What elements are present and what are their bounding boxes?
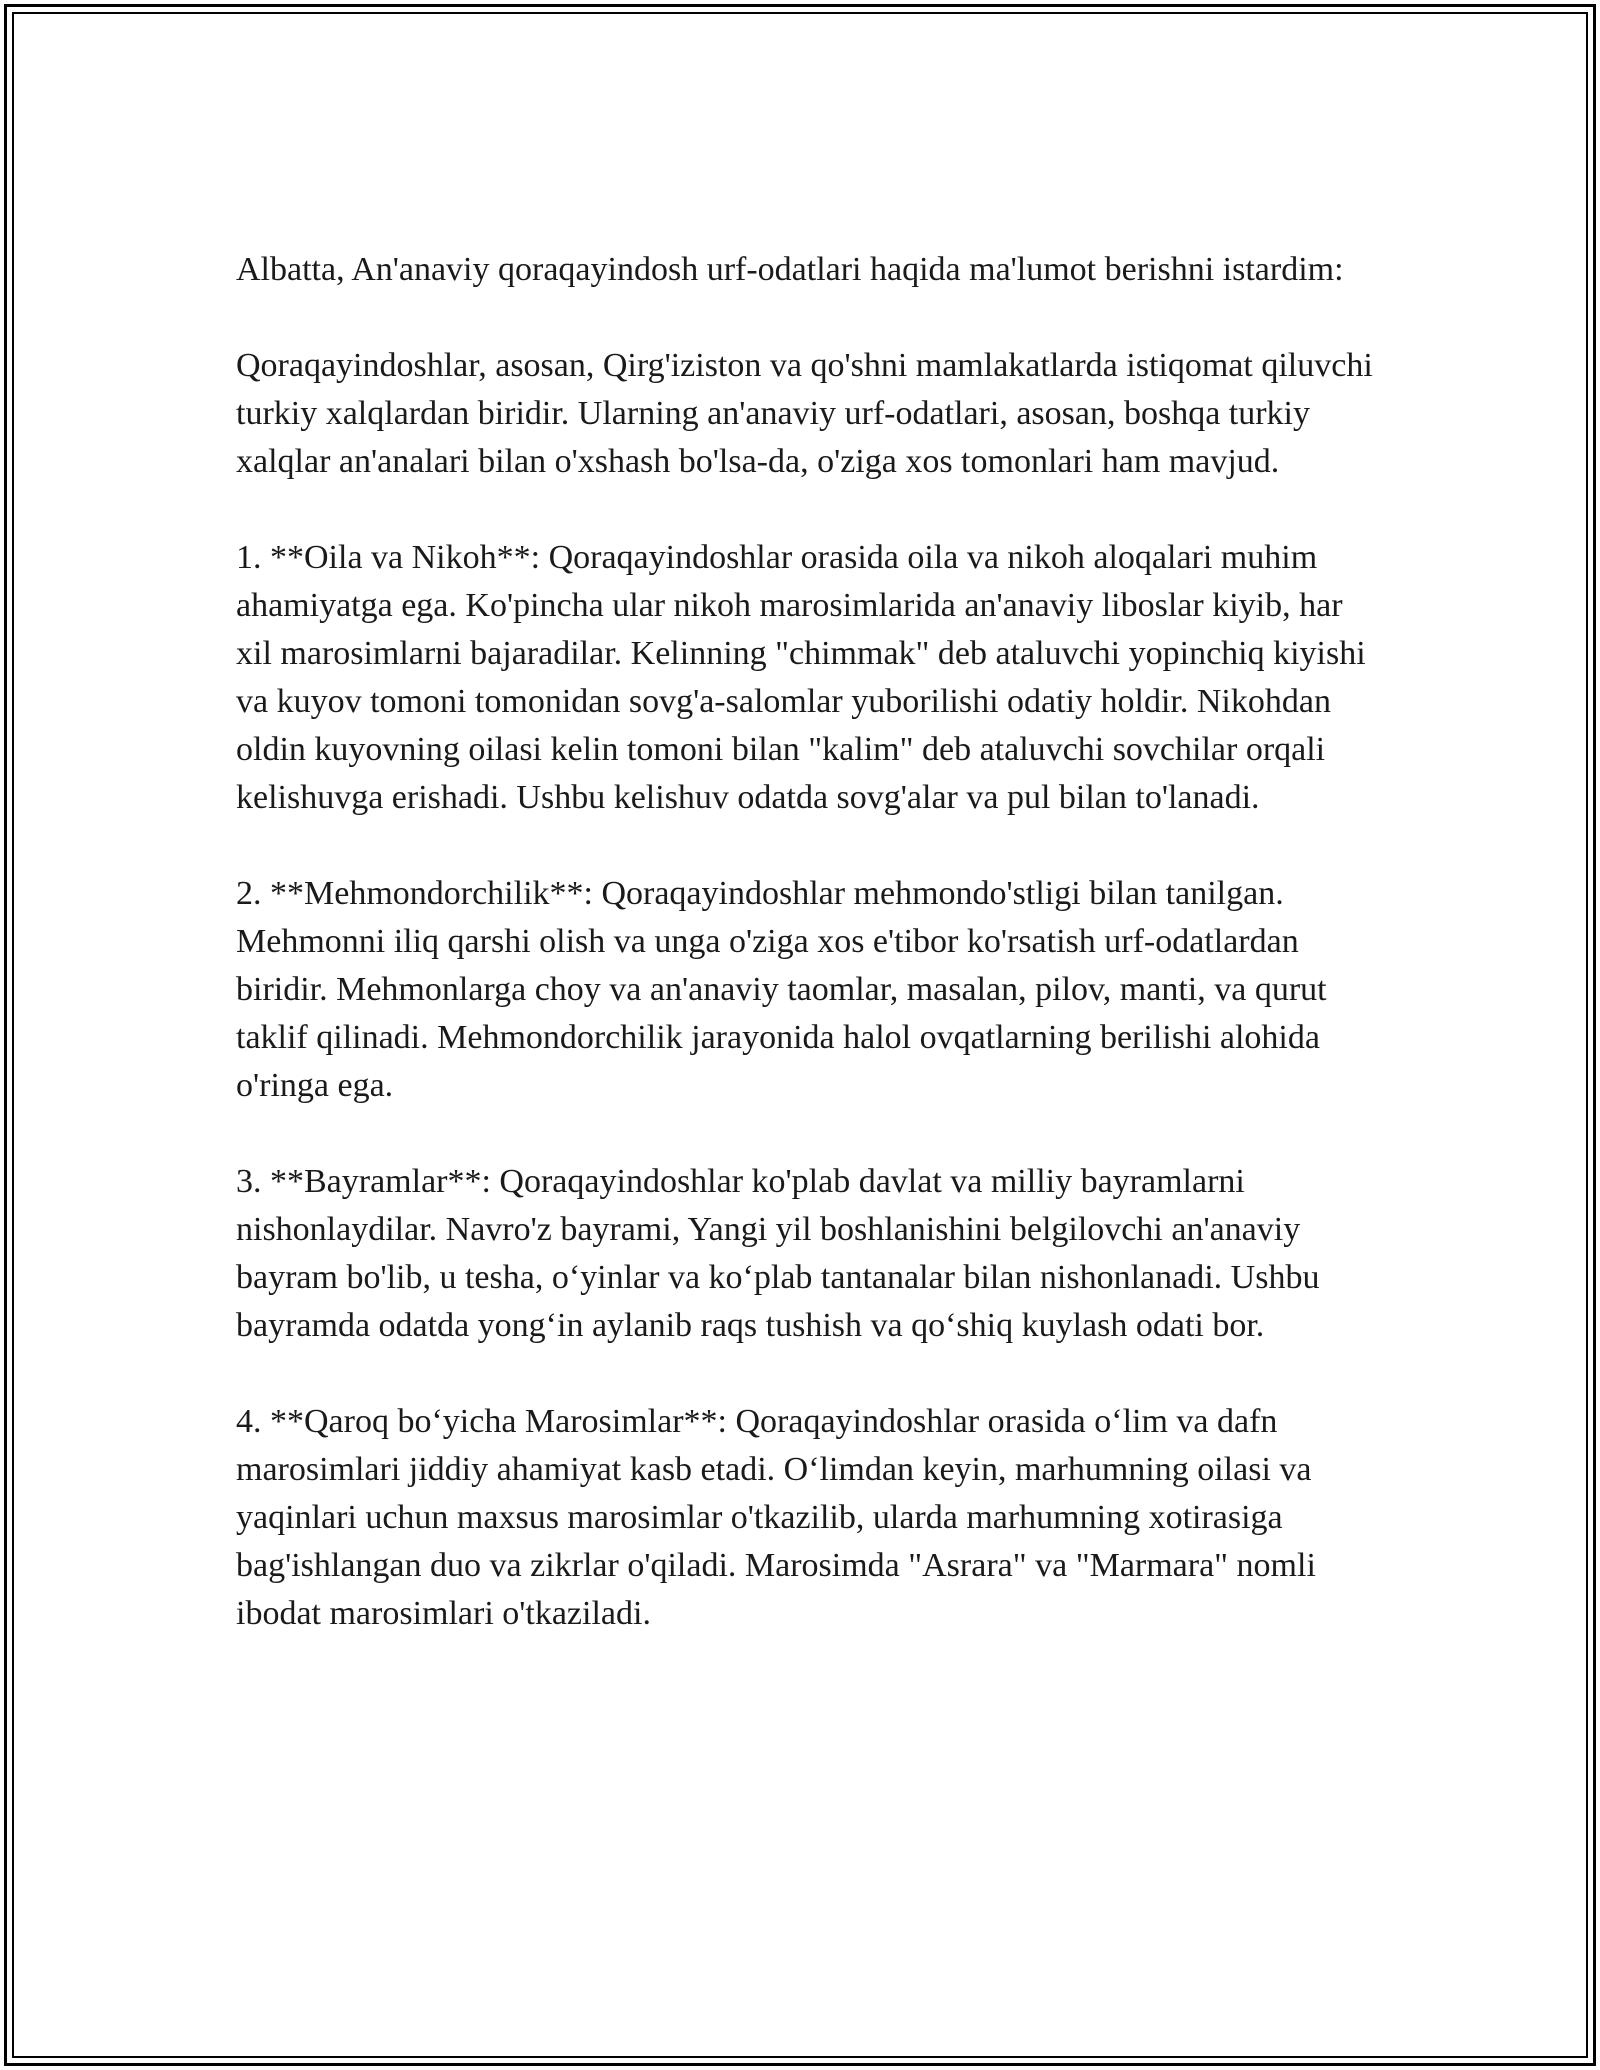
section-ceremonies: 4. **Qaroq bo‘yicha Marosimlar**: Qoraqayindoshlar orasida o‘lim va dafn marosimlari jiddiy ahamiyat kasb etadi. O‘limdan keyin, marhumning oilasi va yaqinlari uchun maxsus marosimlar o'tkazilib, ularda marhumning xotirasiga bag'ishlangan duo va zikrlar o'qiladi. Marosimda "Asrara" va "Marmara" nomli ibodat marosimlari o'tkaziladi.	[236, 1403, 1316, 1632]
document-body	[236, 246, 1386, 1638]
section-family-marriage: 1. **Oila va Nikoh**: Qoraqayindoshlar orasida oila va nikoh aloqalari muhim ahamiyatga ega. Ko'pincha ular nikoh marosimlarida an'anaviy liboslar kiyib, har xil marosimlarni bajaradilar. Kelinning "chimmak" deb ataluvchi yopinchiq kiyishi va kuyov tomoni tomonidan sovg'a-salomlar yuborilishi odatiy holdir. Nikohdan oldin kuyovning oilasi kelin tomoni bilan "kalim" deb ataluvchi sovchilar orqali kelishuvga erishadi. Ushbu kelishuv odatda sovg'alar va pul bilan to'lanadi.	[236, 539, 1366, 816]
overview-paragraph: Qoraqayindoshlar, asosan, Qirg'iziston va qo'shni mamlakatlarda istiqomat qiluvchi turkiy xalqlardan biridir. Ularning an'anaviy urf-odatlari, asosan, boshqa turkiy xalqlar an'analari bilan o'xshash bo'lsa-da, o'ziga xos tomonlari ham mavjud.	[236, 347, 1373, 480]
section-hospitality: 2. **Mehmondorchilik**: Qoraqayindoshlar mehmondo'stligi bilan tanilgan. Mehmonni iliq qarshi olish va unga o'ziga xos e'tibor ko'rsatish urf-odatlardan biridir. Mehmonlarga choy va an'anaviy taomlar, masalan, pilov, manti, va qurut taklif qilinadi. Mehmondorchilik jarayonida halol ovqatlarning berilishi alohida o'ringa ega.	[236, 875, 1327, 1104]
intro-paragraph: Albatta, An'anaviy qoraqayindosh urf-odatlari haqida ma'lumot berishni istardim:	[236, 251, 1344, 288]
section-holidays: 3. **Bayramlar**: Qoraqayindoshlar ko'plab davlat va milliy bayramlarni nishonlaydilar. Navro'z bayrami, Yangi yil boshlanishini belgilovchi an'anaviy bayram bo'lib, u tesha, o‘yinlar va ko‘plab tantanalar bilan nishonlanadi. Ushbu bayramda odatda yong‘in aylanib raqs tushish va qo‘shiq kuylash odati bor.	[236, 1163, 1320, 1344]
